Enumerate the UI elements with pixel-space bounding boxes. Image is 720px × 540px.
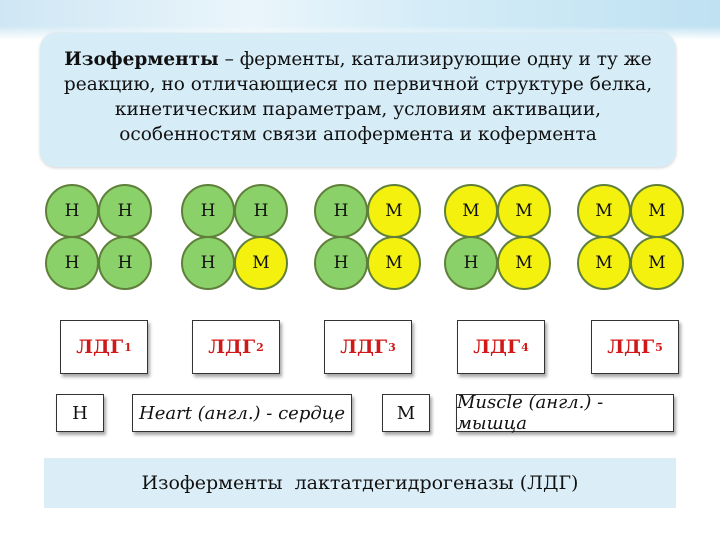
caption-text: Изоферменты лактатдегидрогеназы (ЛДГ) [141,472,579,494]
ldg-label: ЛДГ [76,336,124,358]
subunit-circle: М [497,184,551,238]
subunit-circle: М [577,184,631,238]
ldg-label: ЛДГ [473,336,521,358]
definition-text: – ферменты, катализирующие одну и ту же реакцию, но отличающиеся по первичной структуре белка, кинетическим параметрам, условиям активации, особенностям связи апофермента и кофермента [63,49,653,145]
subunit-circle: Н [98,236,152,290]
ldg-index: 3 [388,340,396,354]
ldg-label: ЛДГ [340,336,388,358]
legend-h-text: Heart (англ.) - сердце [132,394,352,432]
legend-m-text: Muscle (англ.) - мышца [456,394,674,432]
subunit-circle: М [367,184,421,238]
subunit-circle: Н [98,184,152,238]
ldg-index: 1 [124,340,132,354]
subunit-circle: Н [181,236,235,290]
definition-term: Изоферменты [64,49,219,70]
ldg-label-box [457,320,545,374]
ldg-label-box [60,320,148,374]
subunit-circle: М [630,236,684,290]
subunit-circle: М [367,236,421,290]
subunit-circle: Н [45,184,99,238]
subunit-circle: М [497,236,551,290]
definition-box [40,33,676,167]
ldg-index: 2 [256,340,264,354]
subunit-circle: Н [444,236,498,290]
subunit-circle: Н [314,236,368,290]
subunit-circle: М [630,184,684,238]
ldg-label: ЛДГ [607,336,655,358]
ldg-label-box [324,320,412,374]
legend-h-letter: Н [56,394,104,432]
subunit-circle: М [444,184,498,238]
ldg-index: 5 [655,340,663,354]
ldg-label-box [591,320,679,374]
subunit-circle: Н [234,184,288,238]
legend-m-letter: М [382,394,430,432]
subunit-circle: М [577,236,631,290]
ldg-label-box [192,320,280,374]
ldg-index: 4 [521,340,529,354]
ldg-label: ЛДГ [208,336,256,358]
subunit-circle: Н [45,236,99,290]
caption-bar [44,458,676,508]
subunit-circle: Н [181,184,235,238]
subunit-circle: Н [314,184,368,238]
subunit-circle: М [234,236,288,290]
